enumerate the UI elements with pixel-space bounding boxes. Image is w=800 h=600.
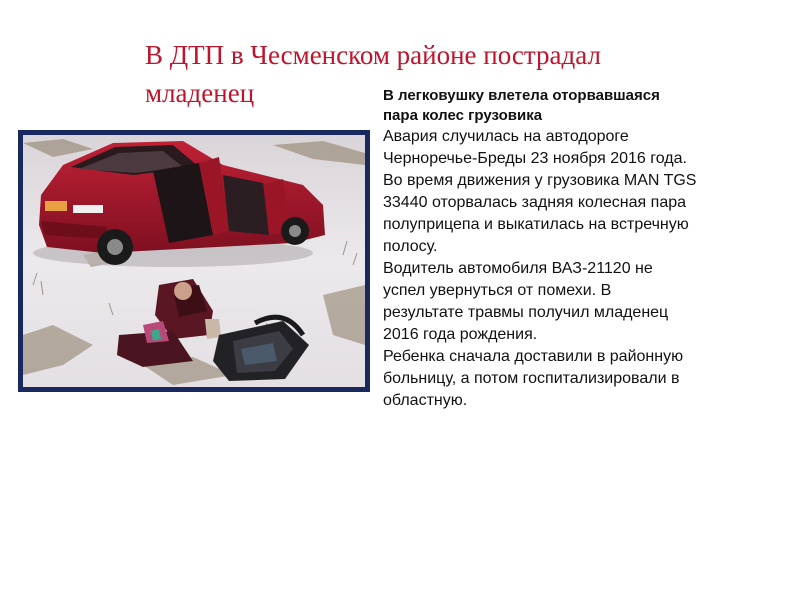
slide-title: В ДТП в Чесменском районе пострадал младенец [145, 40, 601, 108]
article-text [383, 86, 783, 412]
article-paragraph: Ребенка сначала доставили в районную больницу, а потом госпитализировали в областную. [383, 348, 684, 409]
crash-photo [18, 130, 370, 392]
article-paragraph: Водитель автомобиля ВАЗ-21120 не успел увернуться от помехи. В результате травмы получил младенец 2016 года рождения. [383, 260, 669, 343]
article-headline: В легковушку влетела оторвавшаяся пара колес грузовика [383, 87, 660, 124]
article-paragraph: Авария случилась на автодороге Черноречье-Бреды 23 ноября 2016 года. Во время движения у грузовика MAN TGS 33440 оторвалась задняя колесная пара полуприцепа и выкатилась на встречную полосу. [383, 128, 697, 255]
crash-photo-illustration [23, 135, 365, 387]
